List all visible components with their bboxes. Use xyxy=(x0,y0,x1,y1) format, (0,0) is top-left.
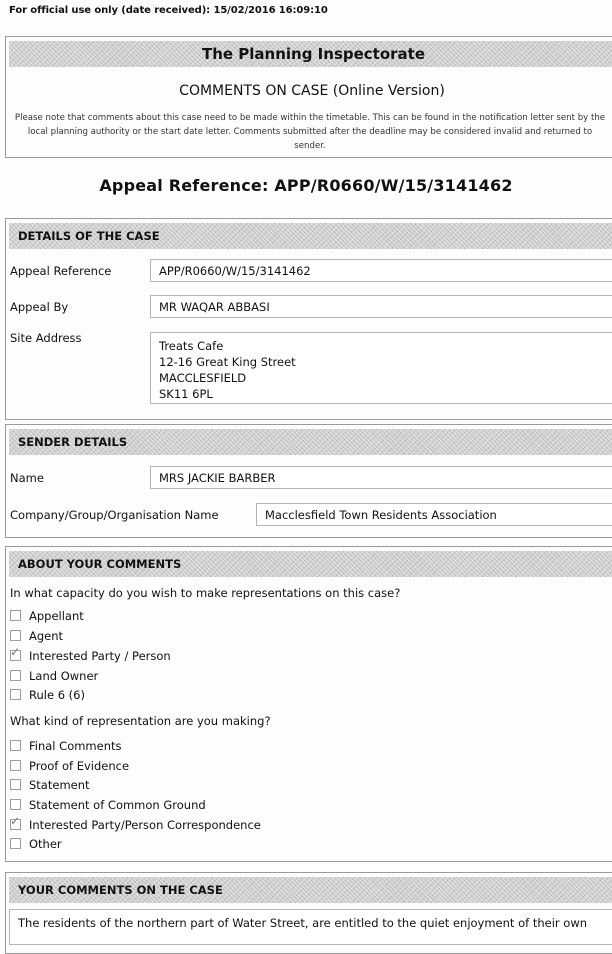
site-address-label: Site Address xyxy=(10,331,82,345)
appeal-by-field[interactable]: MR WAQAR ABBASI xyxy=(150,295,612,318)
checkbox-checked[interactable] xyxy=(10,645,21,661)
option-label: Statement of Common Ground xyxy=(29,798,206,812)
official-use-stamp: For official use only (date received): 15/02/2016 16:09:10 xyxy=(9,5,328,16)
kind-option-correspondence[interactable] xyxy=(10,814,261,833)
comments-panel xyxy=(5,872,612,954)
checkbox[interactable] xyxy=(10,630,21,641)
form-subtitle: COMMENTS ON CASE (Online Version) xyxy=(179,83,445,99)
option-label: Other xyxy=(29,837,62,851)
representation-question: What kind of representation are you making? xyxy=(10,714,271,728)
checkbox[interactable] xyxy=(10,799,21,810)
capacity-option-appellant[interactable] xyxy=(10,608,84,624)
kind-option-final-comments[interactable] xyxy=(10,738,122,754)
capacity-option-rule-6[interactable] xyxy=(10,687,85,703)
comments-textarea[interactable] xyxy=(9,909,612,945)
appeal-reference-heading: Appeal Reference: APP/R0660/W/15/3141462 xyxy=(99,176,513,195)
section-title-comments: YOUR COMMENTS ON THE CASE xyxy=(9,877,612,903)
checkbox[interactable] xyxy=(10,689,21,700)
header-panel xyxy=(5,36,612,158)
site-address-field[interactable] xyxy=(150,332,612,404)
checkbox-checked[interactable] xyxy=(10,814,21,830)
site-address-line: 12-16 Great King Street xyxy=(159,355,296,369)
site-address-line: MACCLESFIELD xyxy=(159,371,247,385)
org-title: The Planning Inspectorate xyxy=(9,41,612,67)
site-address-line: SK11 6PL xyxy=(159,387,213,401)
capacity-option-interested-party[interactable] xyxy=(10,645,171,664)
kind-option-statement[interactable] xyxy=(10,777,90,793)
about-comments-panel xyxy=(5,546,612,862)
option-label: Rule 6 (6) xyxy=(29,688,85,702)
deadline-note xyxy=(10,111,610,153)
appeal-reference-label: Appeal Reference xyxy=(10,264,112,278)
checkbox[interactable] xyxy=(10,779,21,790)
organisation-field[interactable]: Macclesfield Town Residents Association xyxy=(256,503,612,526)
sender-name-label: Name xyxy=(10,471,44,485)
kind-option-other[interactable] xyxy=(10,836,62,852)
check-icon: ✓ xyxy=(10,645,21,659)
checkbox[interactable] xyxy=(10,670,21,681)
checkbox[interactable] xyxy=(10,760,21,771)
capacity-question: In what capacity do you wish to make representations on this case? xyxy=(10,586,401,600)
checkbox[interactable] xyxy=(10,610,21,621)
case-details-panel xyxy=(5,218,612,420)
checkbox[interactable] xyxy=(10,838,21,849)
capacity-option-land-owner[interactable] xyxy=(10,668,98,684)
checkbox[interactable] xyxy=(10,740,21,751)
deadline-note-line: sender. xyxy=(294,141,326,151)
sender-name-field[interactable]: MRS JACKIE BARBER xyxy=(150,466,612,489)
option-label: Land Owner xyxy=(29,669,99,683)
site-address-line: Treats Cafe xyxy=(159,339,224,353)
option-label: Statement xyxy=(29,778,90,792)
kind-option-common-ground[interactable] xyxy=(10,797,206,813)
comment-text: The residents of the northern part of Water Street, are entitled to the quiet enjoyment of their own xyxy=(18,916,588,930)
section-title-about: ABOUT YOUR COMMENTS xyxy=(9,551,612,577)
option-label: Agent xyxy=(29,629,64,643)
deadline-note-line: local planning authority or the start date letter. Comments submitted after the deadline may be considered invalid and returned to xyxy=(27,127,593,137)
option-label: Proof of Evidence xyxy=(29,759,130,773)
organisation-label: Company/Group/Organisation Name xyxy=(10,508,219,522)
option-label: Interested Party / Person xyxy=(29,649,171,663)
sender-details-panel xyxy=(5,424,612,538)
section-title-case: DETAILS OF THE CASE xyxy=(9,223,612,249)
capacity-option-agent[interactable] xyxy=(10,628,63,644)
option-label: Final Comments xyxy=(29,739,122,753)
option-label: Appellant xyxy=(29,609,84,623)
kind-option-proof-of-evidence[interactable] xyxy=(10,758,129,774)
check-icon: ✓ xyxy=(10,814,21,828)
appeal-by-label: Appeal By xyxy=(10,300,69,314)
appeal-reference-field[interactable]: APP/R0660/W/15/3141462 xyxy=(150,259,612,282)
deadline-note-line: Please note that comments about this case need to be made within the timetable. This can be found in the notification letter sent by the xyxy=(14,113,606,123)
option-label: Interested Party/Person Correspondence xyxy=(29,818,261,832)
section-title-sender: SENDER DETAILS xyxy=(9,429,612,455)
